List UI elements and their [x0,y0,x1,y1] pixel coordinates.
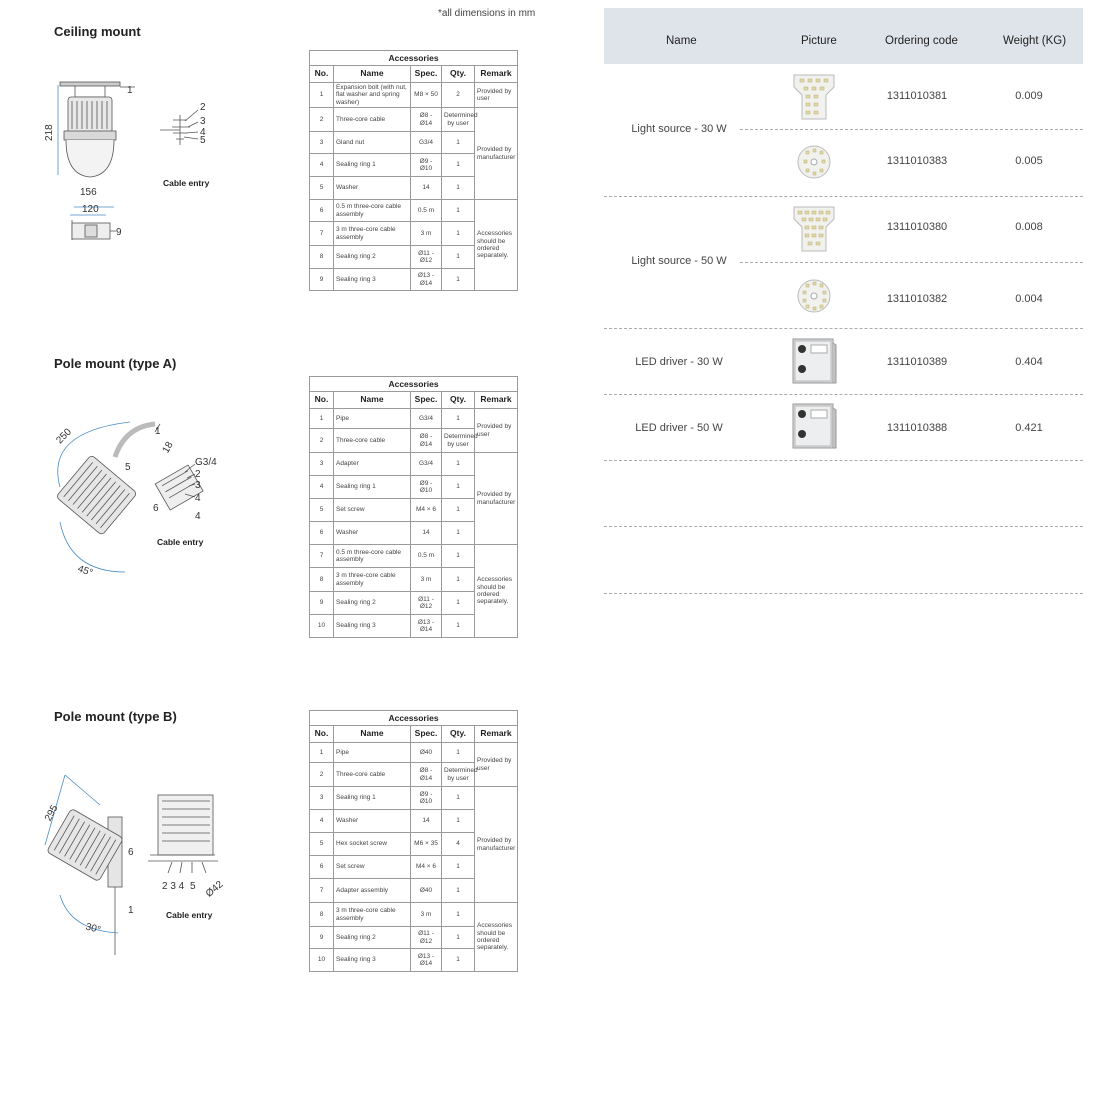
dimension-note: *all dimensions in mm [438,8,536,19]
cable-entry-label: Cable entry [157,537,204,547]
svg-text:1: 1 [128,905,134,916]
table-row: 8 3 m three-core cable assembly 3 m 1 Accessories should be ordered separately. [310,903,518,927]
weight: 0.008 [1015,221,1043,233]
svg-text:4: 4 [195,511,201,522]
header-weight: Weight (KG) [1003,35,1067,47]
cable-entry-label: Cable entry [163,178,210,188]
table-row: 5 Set screw M4 × 6 1 [310,499,518,522]
led-driver-box-icon [791,335,837,392]
table-row: 9 Sealing ring 2 Ø11 - Ø12 1 [310,592,518,615]
table-row: 6 Set screw M4 × 6 1 [310,856,518,879]
weight: 0.005 [1015,155,1043,167]
svg-text:30°: 30° [84,921,102,937]
remark-order-separately: Accessories should be ordered separately. [475,545,518,638]
col-no: No. [310,66,334,83]
svg-text:4: 4 [200,127,206,138]
table-row: 9 Sealing ring 2 Ø11 - Ø12 1 [310,927,518,949]
col-name: Name [334,66,411,83]
svg-text:2: 2 [200,102,206,113]
table-row: 7 3 m three-core cable assembly 3 m 1 [310,222,518,246]
remark-user: Provided by user [475,743,518,787]
ordering-code: 1311010381 [886,90,948,102]
row-divider [604,394,1083,395]
row-divider [740,129,1083,130]
svg-text:5: 5 [200,135,206,146]
row-divider [604,593,1083,594]
remark-manufacturer: Provided by manufacturer [475,787,518,903]
col-remark: Remark [475,392,518,409]
table-row: 8 Sealing ring 2 Ø11 - Ø12 1 [310,246,518,269]
svg-text:18: 18 [160,440,176,456]
table-row: 2 Three-core cable Ø8 - Ø14 Determined by user [310,429,518,453]
table-row: 4 Sealing ring 1 Ø9 - Ø10 1 [310,154,518,177]
table-row: 5 Washer 14 1 [310,177,518,200]
table-row: 3 Gland nut G3/4 1 [310,132,518,154]
section-title-pole-a: Pole mount (type A) [54,356,177,371]
remark-manufacturer: Provided by manufacturer [475,108,518,200]
accessories-table-pole-a [309,376,518,638]
table-row: 3 Sealing ring 1 Ø9 - Ø10 1 Provided by manufacturer [310,787,518,810]
table-row: 1 Pipe G3/4 1 Provided by user [310,409,518,429]
pole-mount-b-drawing [30,765,240,955]
col-spec: Spec. [411,726,442,743]
row-divider [604,328,1083,329]
weight: 0.009 [1015,90,1043,102]
table-row: 1 Pipe Ø40 1 Provided by user [310,743,518,763]
table-caption: Accessories [309,50,518,65]
table-row: 5 Hex socket screw M6 × 35 4 [310,833,518,856]
round-led-board-icon [797,138,831,191]
remark-order-separately: Accessories should be ordered separately. [475,903,518,972]
header-name: Name [666,35,697,47]
svg-text:6: 6 [128,847,134,858]
svg-text:3: 3 [195,480,201,491]
table-row: 4 Sealing ring 1 Ø9 - Ø10 1 [310,476,518,499]
table-row: 10 Sealing ring 3 Ø13 - Ø14 1 [310,615,518,638]
svg-text:4: 4 [195,493,201,504]
remark-user: Provided by user [475,83,518,108]
svg-text:45°: 45° [76,563,95,579]
row-divider [604,460,1083,461]
svg-text:6: 6 [153,503,159,514]
svg-text:120: 120 [82,204,99,215]
header-picture: Picture [801,35,837,47]
col-spec: Spec. [411,392,442,409]
svg-text:295: 295 [43,803,61,824]
table-row: 9 Sealing ring 3 Ø13 - Ø14 1 [310,269,518,291]
svg-text:2: 2 [195,469,201,480]
col-name: Name [334,392,411,409]
col-no: No. [310,726,334,743]
group-name: LED driver - 30 W [635,356,723,368]
col-remark: Remark [475,726,518,743]
table-row: 2 Three-core cable Ø8 - Ø14 Determined by user Provided by manufacturer [310,108,518,132]
pole-mount-a-drawing [35,412,235,587]
col-no: No. [310,392,334,409]
row-divider [604,196,1083,197]
cable-entry-label: Cable entry [166,910,213,920]
table-row: 1 Expansion bolt (with nut, flat washer and spring washer) M8 × 50 2 Provided by user [310,83,518,108]
ordering-code: 1311010380 [886,221,948,233]
table-row: 4 Washer 14 1 [310,810,518,833]
group-name: LED driver - 50 W [635,422,723,434]
ordering-table-header [604,8,1083,64]
table-row: 7 Adapter assembly Ø40 1 [310,879,518,903]
col-qty: Qty. [442,392,475,409]
table-row: 8 3 m three-core cable assembly 3 m 1 [310,568,518,592]
svg-text:1: 1 [155,426,161,437]
svg-text:156: 156 [80,187,97,198]
header-ordering-code: Ordering code [885,35,958,47]
svg-text:3: 3 [200,116,206,127]
col-spec: Spec. [411,66,442,83]
led-driver-box-icon [791,400,837,457]
table-caption: Accessories [309,710,518,725]
svg-text:2 3 4: 2 3 4 [162,881,185,892]
row-divider [604,526,1083,527]
svg-text:5: 5 [190,881,196,892]
accessories-table-ceiling [309,50,518,291]
group-name: Light source - 30 W [631,123,727,135]
section-title-pole-b: Pole mount (type B) [54,709,177,724]
svg-text:Ø42: Ø42 [203,879,226,900]
table-row: 6 0.5 m three-core cable assembly 0.5 m 1 Accessories should be ordered separately. [310,200,518,222]
col-qty: Qty. [442,726,475,743]
table-row: 2 Three-core cable Ø8 - Ø14 Determined by user [310,763,518,787]
table-caption: Accessories [309,376,518,391]
ordering-code: 1311010388 [886,422,948,434]
ordering-code: 1311010383 [886,155,948,167]
svg-text:218: 218 [44,124,55,141]
weight: 0.004 [1015,293,1043,305]
svg-text:1: 1 [127,85,133,96]
weight: 0.404 [1015,356,1043,368]
ordering-code: 1311010382 [886,293,948,305]
table-row: 3 Adapter G3/4 1 Provided by manufacturer [310,453,518,476]
table-row: 6 Washer 14 1 [310,522,518,545]
remark-manufacturer: Provided by manufacturer [475,453,518,545]
svg-text:5: 5 [125,462,131,473]
section-title-ceiling: Ceiling mount [54,24,141,39]
svg-text:G3/4: G3/4 [195,457,217,468]
ordering-code: 1311010389 [886,356,948,368]
round-led-board-icon [797,272,831,325]
col-remark: Remark [475,66,518,83]
col-name: Name [334,726,411,743]
table-row: 7 0.5 m three-core cable assembly 0.5 m 1 Accessories should be ordered separately. [310,545,518,568]
svg-text:9: 9 [116,227,122,238]
col-qty: Qty. [442,66,475,83]
ceiling-mount-drawing [40,75,220,250]
square-led-board-icon [792,205,836,258]
remark-order-separately: Accessories should be ordered separately. [475,200,518,291]
weight: 0.421 [1015,422,1043,434]
table-row: 10 Sealing ring 3 Ø13 - Ø14 1 [310,949,518,972]
accessories-table-pole-b [309,710,518,972]
remark-user: Provided by user [475,409,518,453]
group-name: Light source - 50 W [631,255,727,267]
square-led-board-icon [792,73,836,126]
svg-text:250: 250 [54,426,74,447]
row-divider [740,262,1083,263]
